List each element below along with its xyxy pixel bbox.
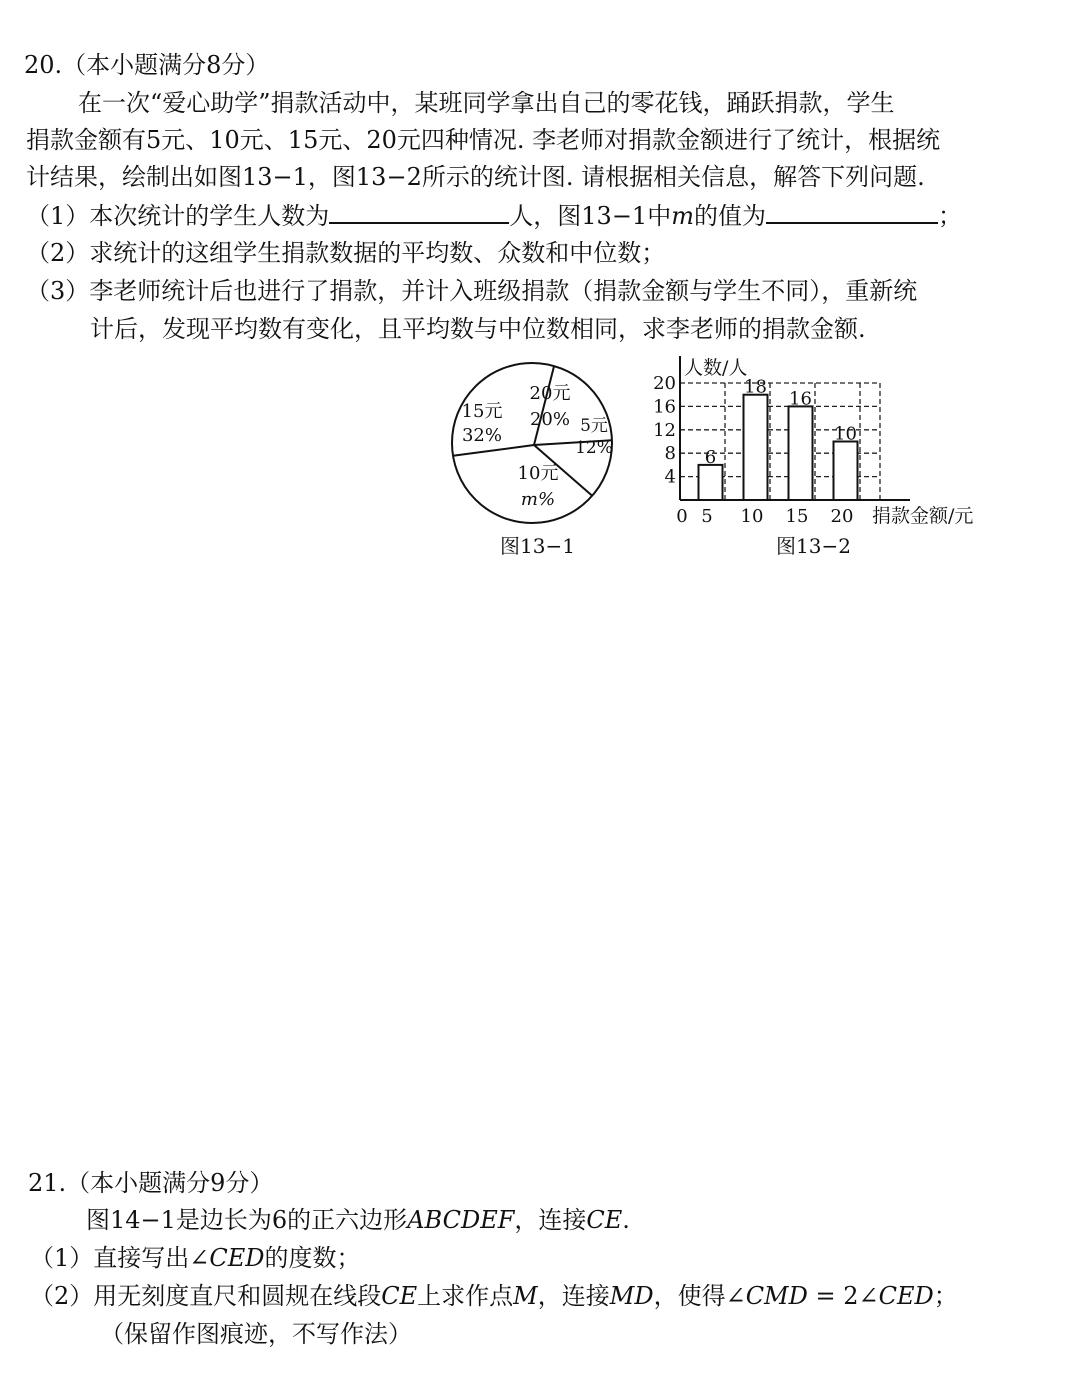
q20-part-1-text-b: 人，图13−1中 bbox=[509, 202, 672, 230]
pie-slice-value: 32% bbox=[461, 425, 503, 446]
y-tick-label: 20 bbox=[653, 373, 676, 394]
q20-part-1-text-c: 的值为 bbox=[693, 202, 766, 230]
q21-part-2 bbox=[30, 1281, 958, 1311]
answer-blank-student-count[interactable] bbox=[329, 200, 509, 224]
q21-part-2-text-b: 上求作点 bbox=[417, 1282, 514, 1310]
answer-blank-m-value[interactable] bbox=[766, 200, 938, 224]
q21-part-2-text-d: ，使得∠ bbox=[653, 1282, 746, 1310]
bar bbox=[699, 465, 723, 500]
variable-m: m bbox=[671, 202, 694, 230]
angle-ced: CED bbox=[878, 1282, 934, 1310]
bar bbox=[834, 442, 858, 501]
bar-value-label: 18 bbox=[744, 376, 767, 398]
q20-part-3-line-1: （3）李老师统计后也进行了捐款，并计入班级捐款（捐款金额与学生不同），重新统 bbox=[26, 277, 918, 305]
angle-ced: CED bbox=[209, 1244, 265, 1272]
q21-part-2-text-e: = 2∠ bbox=[807, 1282, 879, 1310]
x-tick-label: 20 bbox=[830, 506, 854, 527]
y-tick-label: 12 bbox=[653, 419, 676, 441]
bar bbox=[744, 395, 768, 500]
q21-part-1-text-b: 的度数； bbox=[264, 1244, 361, 1272]
q20-heading: 20.（本小题满分8分） bbox=[24, 51, 270, 79]
pie-slice-value: m% bbox=[520, 489, 556, 510]
q21-part-2-text-a: （2）用无刻度直尺和圆规在线段 bbox=[30, 1282, 382, 1310]
hexagon-name: ABCDEF bbox=[407, 1206, 515, 1234]
pie-chart-caption: 图13−1 bbox=[500, 534, 575, 558]
q20-part-1-text-d: ； bbox=[937, 202, 962, 230]
pie-chart bbox=[440, 355, 630, 530]
q21-part-1-text-a: （1）直接写出∠ bbox=[30, 1244, 210, 1272]
y-tick-label: 16 bbox=[653, 396, 676, 418]
q21-heading: 21.（本小题满分9分） bbox=[28, 1169, 274, 1197]
bar-value-label: 6 bbox=[704, 446, 717, 468]
q21-intro-text-c: . bbox=[622, 1206, 630, 1234]
x-tick-label: 10 bbox=[740, 506, 764, 527]
q20-intro-line-1: 在一次“爱心助学”捐款活动中，某班同学拿出自己的零花钱，踊跃捐款，学生 bbox=[78, 89, 895, 117]
pie-slice-label: 15元 bbox=[461, 401, 503, 422]
q21-part-2-text-c: ，连接 bbox=[537, 1282, 610, 1310]
pie-slice-divider bbox=[534, 366, 554, 445]
bar bbox=[789, 406, 813, 500]
y-tick-label: 4 bbox=[664, 466, 676, 488]
q21-intro-text-b: ，连接 bbox=[514, 1206, 587, 1234]
y-axis-label: 人数/人 bbox=[684, 357, 748, 379]
q20-part-1-text-a: （1）本次统计的学生人数为 bbox=[26, 202, 330, 230]
point-m: M bbox=[513, 1282, 538, 1310]
q20-part-2: （2）求统计的这组学生捐款数据的平均数、众数和中位数； bbox=[26, 239, 666, 267]
q21-intro bbox=[86, 1205, 630, 1235]
q20-intro-line-2: 捐款金额有5元、10元、15元、20元四种情况. 李老师对捐款金额进行了统计，根据统 bbox=[26, 126, 941, 154]
pie-slice-label: 5元 bbox=[580, 416, 608, 436]
x-tick-label: 15 bbox=[785, 506, 809, 527]
pie-slice-label: 20元 bbox=[529, 383, 571, 404]
q21-part-2-note: （保留作图痕迹，不写作法） bbox=[100, 1320, 412, 1348]
bar-chart bbox=[640, 350, 1000, 530]
segment-ce: CE bbox=[586, 1206, 623, 1234]
x-tick-label: 5 bbox=[701, 506, 713, 527]
y-tick-label: 8 bbox=[664, 443, 676, 465]
bar-value-label: 10 bbox=[834, 423, 857, 445]
segment-md: MD bbox=[609, 1282, 654, 1310]
q20-intro-line-3: 计结果，绘制出如图13−1，图13−2所示的统计图. 请根据相关信息，解答下列问题. bbox=[26, 163, 925, 191]
q20-part-1 bbox=[26, 200, 962, 231]
bar-chart-caption: 图13−2 bbox=[776, 534, 851, 558]
q21-part-1 bbox=[30, 1243, 361, 1273]
pie-slice-divider bbox=[453, 445, 534, 456]
x-axis-label: 捐款金额/元 bbox=[872, 505, 974, 527]
pie-slice-value: 20% bbox=[529, 409, 571, 430]
q20-part-3-line-2: 计后，发现平均数有变化，且平均数与中位数相同，求李老师的捐款金额. bbox=[90, 315, 866, 343]
pie-slice-value: 12% bbox=[575, 438, 613, 458]
origin-label: 0 bbox=[676, 506, 688, 527]
pie-slice-label: 10元 bbox=[517, 463, 559, 484]
segment-ce: CE bbox=[381, 1282, 418, 1310]
angle-cmd: CMD bbox=[745, 1282, 808, 1310]
bar-value-label: 16 bbox=[789, 388, 812, 410]
q21-intro-text-a: 图14−1是边长为6的正六边形 bbox=[86, 1206, 408, 1234]
q21-part-2-text-f: ； bbox=[933, 1282, 958, 1310]
